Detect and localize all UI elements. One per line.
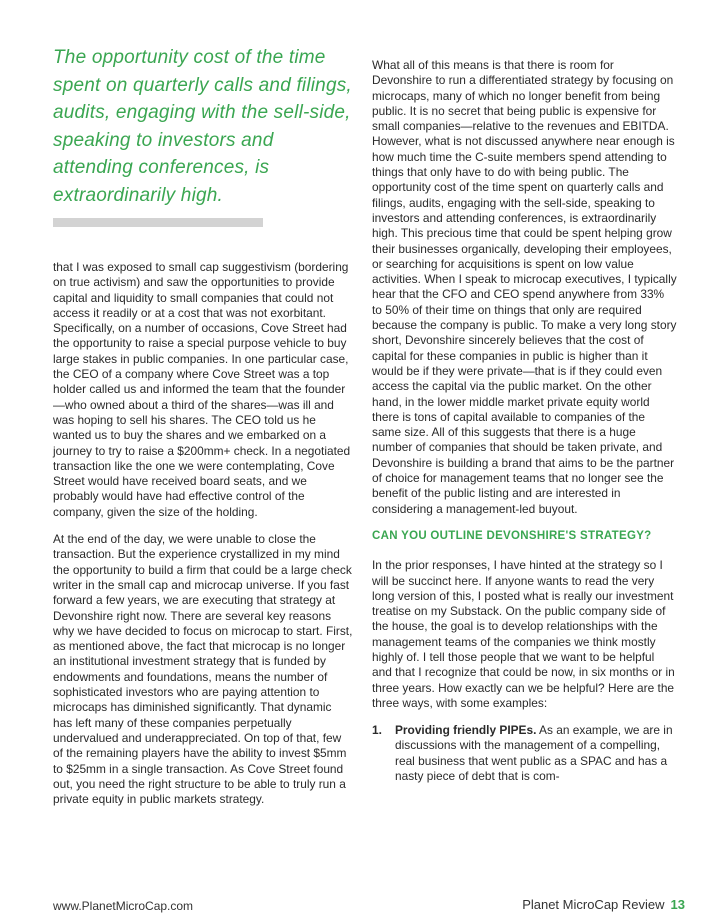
footer-publication	[522, 897, 685, 912]
body-paragraph: that I was exposed to small cap suggestivism (bordering on true activism) and saw the opportunities to provide capital and liquidity to small companies that could not access it readily or at a cost that was not exorbitant. Specifically, on a number of occasions, Cove Street had the opportunity to raise a special purpose vehicle to buy large stakes in public companies. In one particular case, the CEO of a company where Cove Street was a top holder called us and informed the team that the founder—who owned about a third of the shares—was ill and was hoping to sell his shares. The CEO told us he wanted us to buy the shares and we embarked on a journey to try to raise a $200mm+ check. In a negotiated transaction like the one we were contemplating, Cove Street would have received board seats, and we probably would have had effective control of the company, given the size of the holding.	[53, 260, 351, 519]
footer-website: www.PlanetMicroCap.com	[53, 899, 194, 913]
list-item-title: Providing friendly PIPEs.	[395, 723, 537, 738]
pull-quote: The opportunity cost of the time spent on quarterly calls and filings, audits, engaging with the sell-side, speaking to investors and attending conferences, is extraordinarily high.	[53, 47, 352, 206]
page-number: 13	[670, 897, 685, 912]
body-paragraph: In the prior responses, I have hinted at the strategy so I will be succinct here. If anyone wants to read the very long version of this, I posted what is really our investment treatise on my Substack. On the public company side of the house, the goal is to develop relationships with the management teams of the companies we think mostly highly of. I tell those people that we want to be helpful and that I recognize that could be now, in six months or in three years. How exactly can we be helpful? Here are the three ways, with some examples:	[372, 558, 675, 710]
section-heading: CAN YOU OUTLINE DEVONSHIRE'S STRATEGY?	[372, 529, 652, 542]
list-item	[372, 723, 677, 784]
pull-quote-divider	[53, 218, 263, 227]
body-paragraph: What all of this means is that there is room for Devonshire to run a differentiated strategy by focusing on microcaps, many of which no longer benefit from being public. It is no secret that being public is expensive for small companies—relative to the revenues and EBITDA. However, what is not discussed anywhere near enough is how much time the C-suite members spend attending to things that only have to do with being public. The opportunity cost of the time spent on quarterly calls and filings, audits, engaging with the sell-side, speaking to investors and attending conferences, is extraordinarily high. This precious time that could be spent helping grow their businesses organically, developing their employees, or searching for acquisitions is spent on low value activities. When I speak to microcap executives, I typically hear that the CFO and CEO spend anywhere from 33% to 50% of their time on things that only are required because the company is public. To make a very long story short, Devonshire sincerely believes that the cost of capital for these companies in public is higher than it would be if they were private—that is if they could even access the capital via the public market. On the other hand, in the lower middle market private equity world there is tons of capital available to companies of the same size. All of this suggests that there is a huge number of companies that should be taken private, and Devonshire is building a brand that aims to be the partner of choice for management teams that no longer see the benefit of the public listing and are interested in considering a management-led buyout.	[372, 58, 677, 516]
body-paragraph: At the end of the day, we were unable to close the transaction. But the experience crystallized in my mind the opportunity to build a firm that could be a large check writer in the small cap and microcap universe. If you fast forward a few years, we are executing that strategy at Devonshire right now. There are several key reasons why we have decided to focus on microcap to start. First, as mentioned above, the fact that microcap is no longer an institutional investment strategy that is funded by endowments and foundations, means the number of sophisticated investors who are paying attention to microcaps has diminished significantly. That dynamic has left many of these companies perpetually undervalued and underappreciated. On top of that, few of the remaining players have the ability to invest $5mm to $25mm in a single transaction. As Cove Street found out, you need the right structure to be able to truly run a private equity in public markets strategy.	[53, 532, 353, 807]
right-column	[372, 58, 677, 784]
left-column	[53, 260, 353, 819]
publication-name: Planet MicroCap Review	[522, 897, 665, 912]
list-item-text: As an example, we are in discussions with the management of a compelling, real business that went public as a SPAC and has a nasty piece of debt that is com-	[395, 723, 673, 784]
list-number: 1.	[372, 723, 382, 738]
